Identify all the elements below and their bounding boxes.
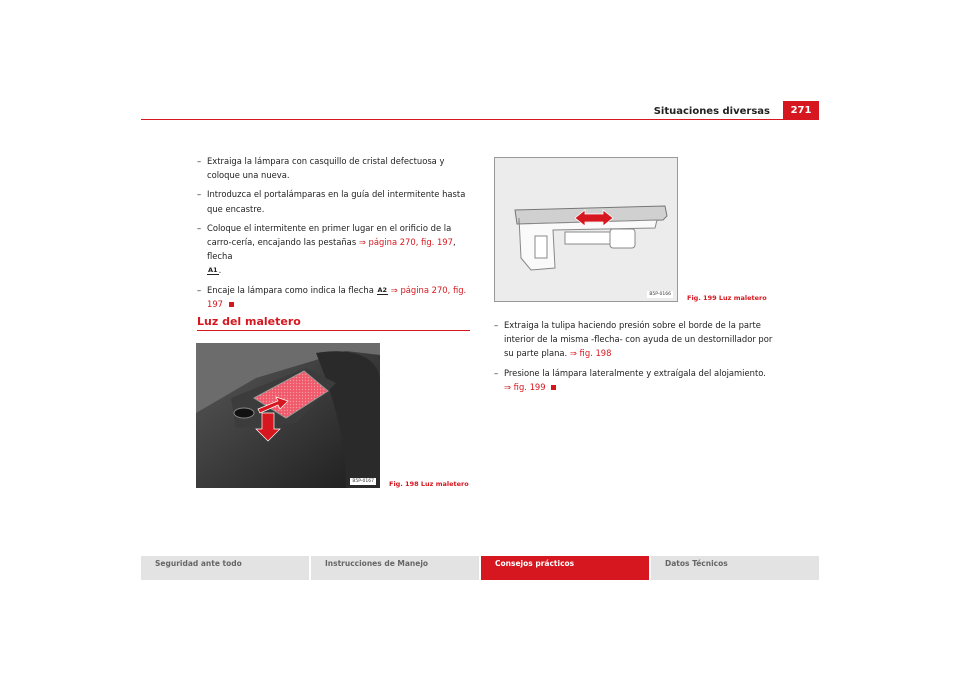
figure-code: B5P-0166: [649, 292, 671, 297]
step-item: [197, 154, 475, 182]
section-heading: Luz del maletero: [197, 315, 470, 331]
step-item: [494, 366, 774, 394]
step-item: [197, 283, 475, 311]
step-text: Coloque el intermitente en primer lugar en el orificio de la carro-cería, encajando las pestañas: [207, 222, 452, 248]
figure-199-caption: Fig. 199 Luz maletero: [687, 294, 767, 302]
step-dash: –: [197, 156, 202, 166]
header-rule: [141, 119, 819, 120]
left-column: [197, 154, 475, 316]
figure-reference-link[interactable]: ⇒ fig. 198: [569, 348, 612, 359]
step-text: Extraiga la tulipa haciendo presión sobre el borde de la parte interior de la misma -flecha- con ayuda de un destornillador por su parte plana.: [504, 320, 773, 359]
footer-tab-practical-tips[interactable]: Consejos prácticos: [481, 556, 649, 580]
step-text: .: [218, 265, 222, 276]
footer-tab-safety[interactable]: Seguridad ante todo: [141, 556, 309, 580]
step-dash: –: [494, 367, 499, 378]
step-text: Extraiga la lámpara con casquillo de cristal defectuosa y coloque una nueva.: [207, 156, 445, 181]
figure-198-image: [196, 343, 380, 488]
page-reference-link[interactable]: ⇒ página 270, fig. 197: [207, 284, 467, 309]
step-text: Encaje la lámpara como indica la flecha: [207, 284, 374, 295]
callout-marker: A1: [208, 266, 218, 275]
end-of-section-icon: [229, 302, 234, 307]
figure-199-image: [494, 157, 678, 302]
step-text: Presione la lámpara lateralmente y extraígala del alojamiento.: [504, 367, 766, 378]
page-reference-link[interactable]: ⇒ página 270, fig. 197: [358, 237, 453, 248]
boot-light-illustration: [196, 343, 380, 488]
step-dash: –: [494, 320, 499, 330]
step-item: [494, 318, 774, 361]
right-column: [494, 318, 774, 399]
end-of-section-icon: [551, 385, 556, 390]
step-text: , flecha: [207, 237, 456, 262]
page-number: 271: [783, 101, 819, 119]
footer-tab-technical-data[interactable]: Datos Técnicos: [651, 556, 819, 580]
figure-code: B5P-0167: [352, 479, 374, 484]
step-item: [197, 221, 475, 278]
footer-tab-operating-instructions[interactable]: Instrucciones de Manejo: [311, 556, 479, 580]
page-section-title: Situaciones diversas: [653, 106, 770, 117]
figure-reference-link[interactable]: ⇒ fig. 199: [504, 381, 546, 392]
step-dash: –: [197, 189, 202, 200]
callout-marker: A2: [377, 285, 388, 294]
step-text: Introduzca el portalámparas en la guía del intermitente hasta que encastre.: [207, 189, 466, 214]
step-dash: –: [197, 284, 202, 295]
step-item: [197, 187, 475, 215]
figure-198-caption: Fig. 198 Luz maletero: [389, 480, 469, 488]
step-dash: –: [197, 222, 202, 233]
lamp-housing-illustration: [495, 158, 678, 302]
